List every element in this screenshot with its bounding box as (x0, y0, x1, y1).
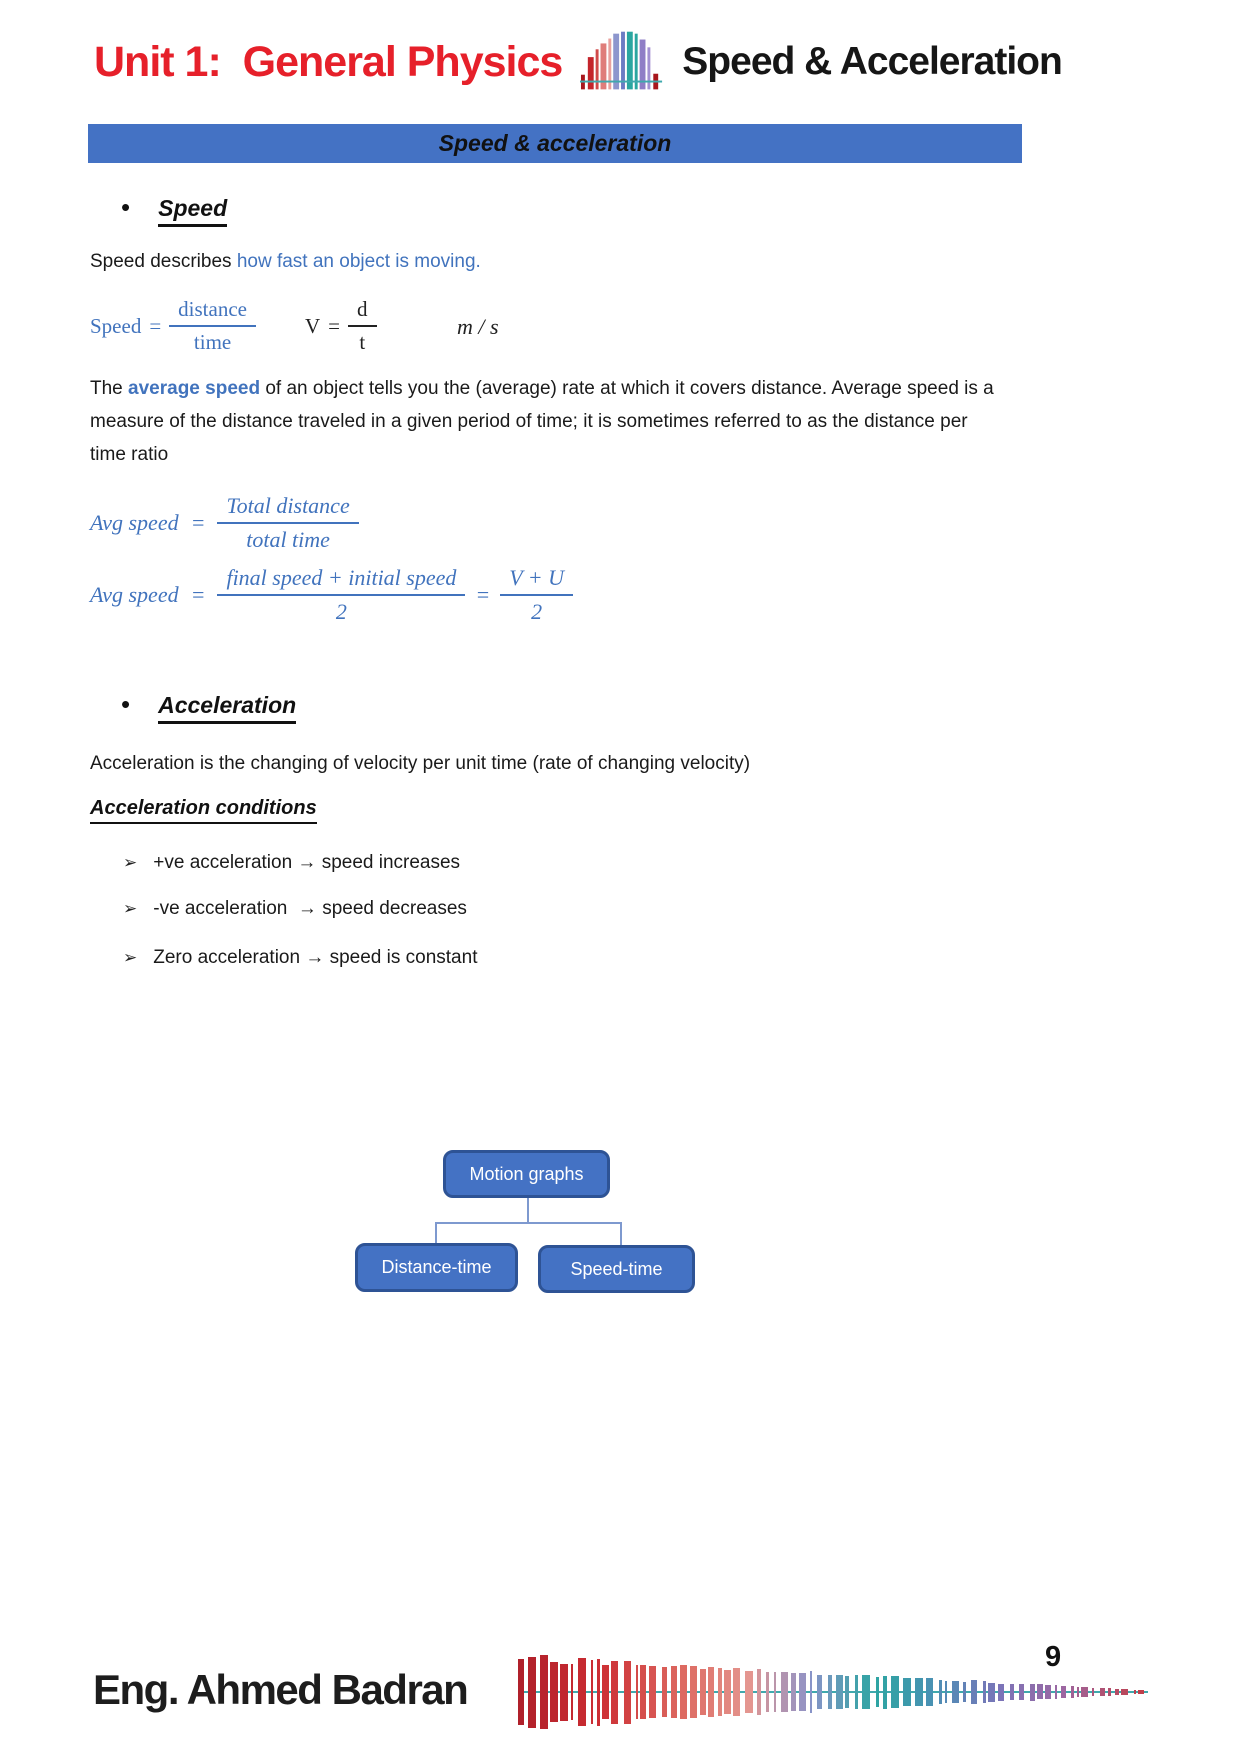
fraction-denominator: time (193, 330, 232, 354)
formula-lhs: Avg speed (90, 582, 179, 607)
diagram-child-box: Distance-time (355, 1243, 518, 1292)
acceleration-heading-label: Acceleration (158, 692, 296, 724)
equals-sign: = (475, 582, 491, 607)
average-speed-highlight: average speed (128, 378, 261, 399)
banner-title: Speed & acceleration (438, 130, 672, 156)
diagram-root-box: Motion graphs (443, 1150, 610, 1198)
connector-line (435, 1222, 437, 1245)
author-name: Eng. Ahmed Badran (93, 1666, 468, 1713)
motion-graphs-diagram (300, 1148, 720, 1298)
fraction-denominator: 2 (531, 599, 543, 624)
fraction-denominator: 2 (335, 599, 347, 624)
section-banner (88, 124, 1022, 163)
arrow-bullet-icon: ➢ (123, 948, 138, 968)
fraction (169, 297, 256, 355)
diagram-child-box: Speed-time (538, 1245, 695, 1293)
condition-item (123, 898, 467, 920)
formula-lhs: Avg speed (90, 510, 179, 535)
acceleration-heading (121, 689, 296, 724)
fraction-numerator: distance (169, 297, 256, 327)
connector-line (620, 1222, 622, 1247)
unit-title: Unit 1: General Physics (94, 37, 563, 86)
equals-sign: = (149, 313, 162, 338)
arrow-bullet-icon: ➢ (123, 853, 138, 873)
fraction-numerator: d (348, 297, 377, 327)
condition-item (123, 852, 460, 874)
bar-dome-logo-icon (580, 26, 666, 98)
condition-text: +ve acceleration → speed increases (153, 852, 461, 873)
fraction (500, 565, 573, 625)
average-speed-paragraph (90, 372, 1040, 471)
paragraph-line (90, 372, 1040, 405)
equals-sign: = (328, 313, 341, 338)
speed-intro (90, 251, 481, 273)
topic-title: Speed & Acceleration (682, 40, 1062, 83)
condition-item (123, 947, 477, 969)
fraction-numerator: final speed + initial speed (217, 565, 465, 596)
fraction-numerator: Total distance (217, 493, 358, 524)
speed-intro-black: Speed describes (90, 251, 237, 272)
connector-line (527, 1198, 529, 1223)
fraction (348, 297, 377, 355)
fraction-denominator: t (359, 330, 366, 354)
acceleration-conditions-heading: Acceleration conditions (90, 797, 317, 824)
page-number: 9 (1045, 1641, 1062, 1673)
fraction (217, 493, 358, 553)
speed-intro-blue: how fast an object is moving. (236, 251, 481, 272)
speed-unit: m / s (457, 314, 499, 339)
connector-line (435, 1222, 621, 1224)
bullet-dot: • (121, 689, 131, 719)
fraction-numerator: V + U (500, 565, 573, 596)
page-header (94, 26, 1062, 98)
equals-sign: = (190, 510, 206, 535)
acceleration-definition: Acceleration is the changing of velocity per unit time (rate of changing velocity) (90, 753, 751, 774)
condition-text: -ve acceleration → speed decreases (153, 898, 467, 919)
speed-heading-label: Speed (158, 195, 227, 227)
equals-sign: = (190, 582, 206, 607)
fraction-denominator: total time (246, 527, 330, 552)
condition-text: Zero acceleration → speed is constant (153, 947, 478, 968)
formula-lhs: Speed (90, 313, 142, 338)
formula-lhs: V (305, 313, 321, 338)
speed-heading (121, 192, 227, 227)
line1-rest: of an object tells you the (average) rate at which it covers distance. Average speed is a (260, 378, 994, 399)
avg-speed-formula-2 (90, 564, 573, 626)
paragraph-line: measure of the distance traveled in a given period of time; it is sometimes referred to as the distance per (90, 411, 968, 432)
bullet-dot: • (121, 192, 131, 222)
arrow-bullet-icon: ➢ (123, 899, 138, 919)
v-formula (305, 294, 377, 358)
line1-prefix: The (90, 378, 129, 399)
speed-formula (90, 294, 256, 358)
paragraph-line: time ratio (90, 444, 169, 465)
fraction (217, 565, 465, 625)
avg-speed-formula-1 (90, 492, 359, 554)
